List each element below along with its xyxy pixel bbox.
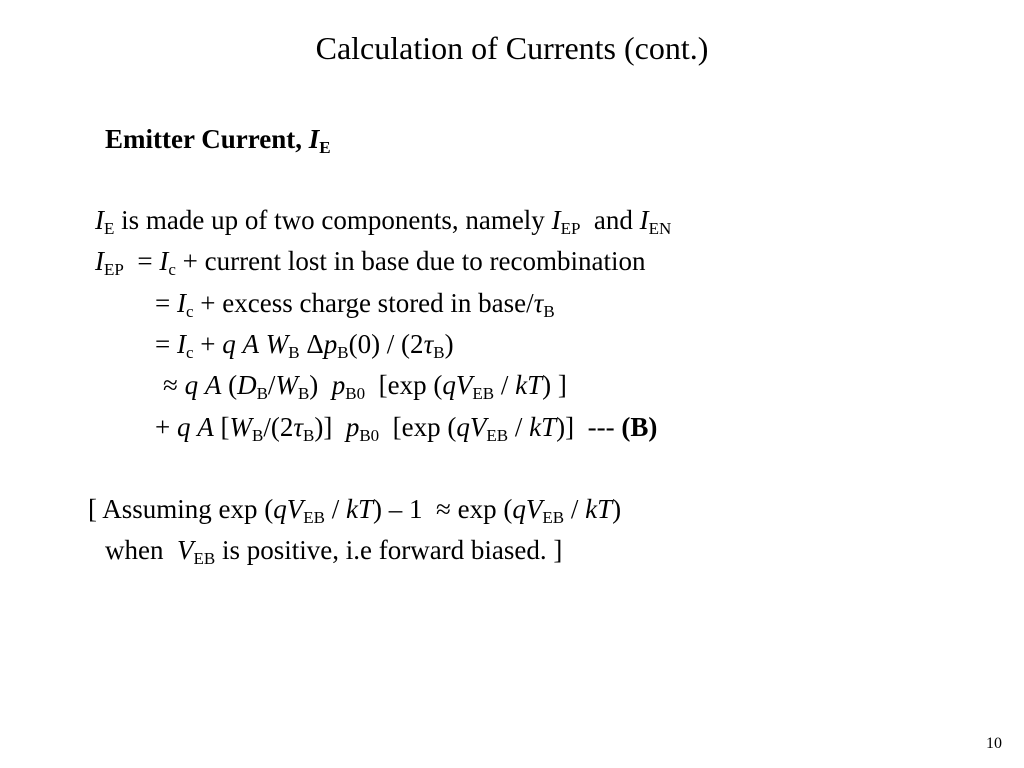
subscript-EB: EB bbox=[486, 426, 509, 445]
line2-text: current lost in base due to recombination bbox=[197, 246, 646, 276]
line4-text: (0) / (2 bbox=[348, 329, 424, 359]
plus-sign: + bbox=[155, 412, 171, 442]
slash: / bbox=[267, 370, 276, 400]
space bbox=[170, 329, 177, 359]
subscript-c: c bbox=[168, 260, 176, 279]
symbol-I: I bbox=[95, 246, 104, 276]
symbol-k: k bbox=[515, 370, 528, 400]
note-text-7: when bbox=[105, 535, 177, 565]
symbol-D: D bbox=[237, 370, 257, 400]
symbol-V: V bbox=[525, 494, 543, 524]
space bbox=[170, 412, 177, 442]
space bbox=[259, 329, 266, 359]
equals-sign: = bbox=[155, 288, 171, 318]
symbol-delta: Δ bbox=[306, 329, 324, 359]
subscript-E: E bbox=[104, 219, 115, 238]
subscript-B: B bbox=[543, 302, 555, 321]
note-text-2b: / bbox=[564, 494, 586, 524]
symbol-I: I bbox=[159, 246, 169, 276]
equals-sign: = bbox=[137, 246, 153, 276]
equation-line-6 bbox=[155, 410, 657, 453]
symbol-W: W bbox=[265, 329, 289, 359]
symbol-tau: τ bbox=[423, 329, 434, 359]
note-text-5: exp ( bbox=[450, 494, 513, 524]
symbol-p: p bbox=[345, 412, 360, 442]
space bbox=[170, 288, 177, 318]
heading-symbol: I bbox=[308, 124, 320, 154]
close-paren: ) bbox=[444, 329, 454, 359]
symbol-V: V bbox=[286, 494, 304, 524]
symbol-q: q bbox=[512, 494, 526, 524]
line5-text-5: ) ] bbox=[542, 370, 567, 400]
line5-text-3: [exp ( bbox=[365, 370, 443, 400]
symbol-I: I bbox=[639, 205, 649, 235]
approx-sign: ≈ bbox=[436, 494, 451, 524]
line6-text-2: )] bbox=[314, 412, 346, 442]
subscript-B: B bbox=[297, 384, 310, 403]
subscript-EB: EB bbox=[303, 508, 325, 527]
symbol-k: k bbox=[585, 494, 598, 524]
subscript-c: c bbox=[185, 302, 194, 321]
symbol-I: I bbox=[95, 205, 104, 235]
note-text-6: ) bbox=[612, 494, 622, 524]
symbol-V: V bbox=[455, 370, 473, 400]
subscript-EP: EP bbox=[560, 219, 581, 238]
heading-subscript: E bbox=[319, 138, 331, 157]
line2-space-3 bbox=[176, 246, 183, 276]
symbol-W: W bbox=[229, 412, 252, 442]
note-line-2 bbox=[105, 533, 562, 576]
symbol-tau: τ bbox=[293, 412, 303, 442]
line3-text: excess charge stored in base/ bbox=[215, 288, 534, 318]
equation-line-4 bbox=[155, 327, 454, 370]
symbol-q: q bbox=[456, 412, 470, 442]
symbol-q: q bbox=[442, 370, 456, 400]
subscript-B: B bbox=[251, 426, 264, 445]
note-text-2: / bbox=[324, 494, 346, 524]
subscript-B0: B0 bbox=[359, 426, 380, 445]
subscript-EP: EP bbox=[104, 260, 124, 279]
note-text-3: ) bbox=[373, 494, 389, 524]
line6-text-1: /(2 bbox=[263, 412, 294, 442]
subscript-EB: EB bbox=[472, 384, 495, 403]
line1-text-1: is made up of two components, namely bbox=[114, 205, 552, 235]
page-number: 10 bbox=[986, 735, 1002, 752]
symbol-T: T bbox=[541, 412, 557, 442]
minus-sign: – bbox=[388, 494, 403, 524]
symbol-p: p bbox=[331, 370, 346, 400]
symbol-p: p bbox=[323, 329, 338, 359]
subscript-B: B bbox=[256, 384, 268, 403]
equation-label: (B) bbox=[621, 412, 658, 442]
note-line-1 bbox=[88, 492, 621, 535]
symbol-T: T bbox=[597, 494, 613, 524]
symbol-tau: τ bbox=[533, 288, 544, 318]
section-heading bbox=[105, 122, 331, 165]
subscript-EB: EB bbox=[193, 549, 216, 568]
equation-line-3 bbox=[155, 286, 555, 329]
open-bracket: [ bbox=[213, 412, 230, 442]
symbol-q: q bbox=[222, 329, 236, 359]
subscript-EN: EN bbox=[648, 219, 672, 238]
plus-sign: + bbox=[200, 288, 216, 318]
line2-space bbox=[124, 246, 138, 276]
approx-sign: ≈ bbox=[163, 370, 178, 400]
subscript-EB: EB bbox=[542, 508, 565, 527]
equation-line-5 bbox=[163, 368, 567, 411]
symbol-I: I bbox=[176, 329, 186, 359]
line5-text-1: ( bbox=[221, 370, 238, 400]
symbol-q: q bbox=[184, 370, 199, 400]
line6-text-5: )] --- bbox=[556, 412, 622, 442]
symbol-I: I bbox=[551, 205, 561, 235]
plus-sign: + bbox=[182, 246, 198, 276]
symbol-T: T bbox=[527, 370, 543, 400]
subscript-B0: B0 bbox=[345, 384, 366, 403]
symbol-k: k bbox=[346, 494, 358, 524]
equals-sign: = bbox=[155, 329, 171, 359]
subscript-c: c bbox=[185, 343, 194, 362]
plus-sign: + bbox=[200, 329, 216, 359]
line6-text-4: / bbox=[508, 412, 530, 442]
symbol-A: A bbox=[204, 370, 222, 400]
note-text-1: [ Assuming exp ( bbox=[88, 494, 274, 524]
subscript-B: B bbox=[433, 343, 445, 362]
symbol-A: A bbox=[197, 412, 214, 442]
line6-text-3: [exp ( bbox=[379, 412, 457, 442]
symbol-W: W bbox=[275, 370, 298, 400]
note-text-8: is positive, i.e forward biased. ] bbox=[215, 535, 563, 565]
symbol-q: q bbox=[273, 494, 287, 524]
subscript-B: B bbox=[337, 343, 349, 362]
symbol-I: I bbox=[176, 288, 186, 318]
symbol-T: T bbox=[357, 494, 374, 524]
note-text-4: 1 bbox=[402, 494, 437, 524]
space bbox=[178, 370, 185, 400]
line5-text-4: / bbox=[494, 370, 516, 400]
symbol-q: q bbox=[176, 412, 191, 442]
slide-title: Calculation of Currents (cont.) bbox=[315, 30, 709, 66]
equation-line-1 bbox=[95, 203, 671, 246]
symbol-A: A bbox=[242, 329, 260, 359]
symbol-V: V bbox=[176, 535, 194, 565]
line5-text-2: ) bbox=[309, 370, 332, 400]
subscript-B: B bbox=[288, 343, 300, 362]
heading-text: Emitter Current, bbox=[105, 124, 309, 154]
symbol-k: k bbox=[529, 412, 542, 442]
symbol-V: V bbox=[469, 412, 487, 442]
space bbox=[198, 370, 205, 400]
subscript-B: B bbox=[303, 426, 315, 445]
equation-line-2 bbox=[95, 244, 645, 287]
line1-text-2: and bbox=[580, 205, 640, 235]
space bbox=[236, 329, 243, 359]
